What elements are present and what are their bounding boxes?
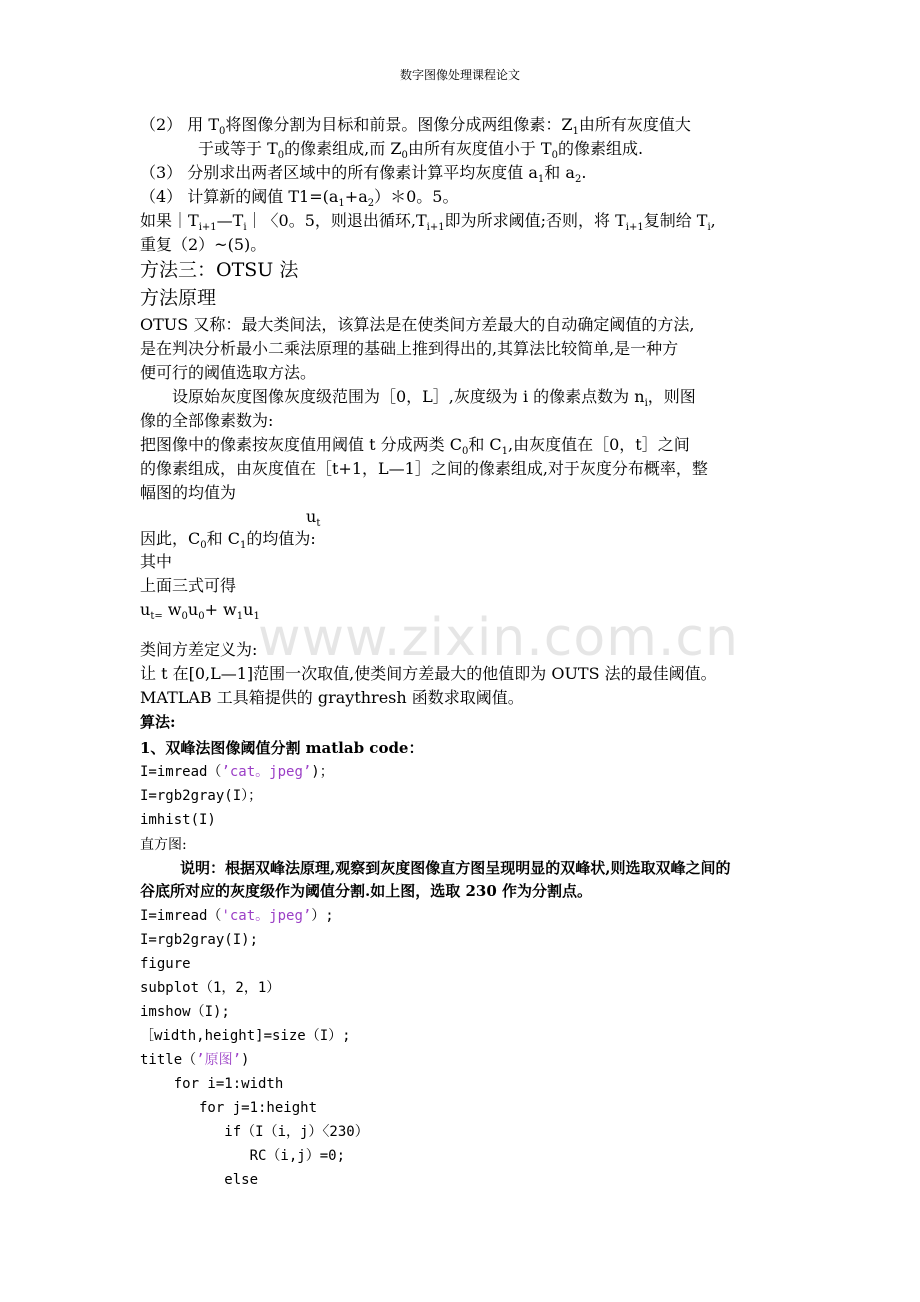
text: u	[140, 600, 151, 619]
code-string: ’cat。jpeg’	[221, 764, 312, 780]
paragraph-line: 像的全部像素数为:	[140, 411, 274, 430]
paragraph-line: 幅图的均值为	[140, 483, 237, 502]
algo-title: 算法:	[140, 713, 176, 731]
sub: 0	[277, 150, 285, 162]
code-line	[140, 809, 216, 831]
text: 分别求出两者区域中的所有像素计算平均灰度值 a	[187, 163, 538, 182]
paragraph-line: MATLAB 工具箱提供的 graythresh 函数求取阈值。	[140, 688, 524, 707]
note-line: 谷底所对应的灰度级作为阈值分割.如上图，选取 230 作为分割点。	[140, 882, 592, 900]
code-text: imhist(I)	[140, 812, 216, 828]
code-text: if（I（i，j）〈230）	[140, 1124, 369, 1140]
text: 和 C	[206, 529, 240, 548]
code-text: ）;	[311, 908, 334, 924]
sub: 0	[200, 540, 207, 552]
text: 如果｜T	[140, 211, 199, 230]
sub: 0	[198, 611, 205, 623]
paragraph-line: 的像素组成，由灰度值在［t+1，L—1］之间的像素组成,对于灰度分布概率，整	[140, 459, 708, 478]
text: ，则图	[647, 387, 696, 406]
code-line	[140, 1121, 369, 1143]
code-line	[140, 761, 334, 783]
sub: 1	[239, 540, 247, 552]
sub: 0	[181, 611, 188, 623]
sub: 0	[551, 150, 558, 162]
text: +a	[344, 187, 368, 206]
text: ,由灰度值在［0，t］之间	[508, 435, 690, 454]
code-text: title（	[140, 1052, 197, 1068]
sub: i	[644, 398, 648, 410]
code-string: ’原图’	[196, 1052, 242, 1068]
text: 将图像分割为目标和前景。图像分成两组像素：Z	[225, 115, 573, 134]
code-line	[140, 1049, 249, 1071]
code-line	[140, 1073, 283, 1095]
paragraph-line: 上面三式可得	[140, 576, 237, 595]
sub: i+1	[198, 222, 217, 234]
text: 和 a	[544, 163, 575, 182]
text: 把图像中的像素按灰度值用阈值 t 分成两类 C	[140, 435, 462, 454]
section-title: 方法三：OTSU 法	[140, 259, 299, 281]
watermark: www.zixin.com.cn	[258, 608, 739, 668]
sub: i+1	[625, 222, 644, 234]
code-string: 'cat。jpeg’	[221, 908, 312, 924]
sub: 0	[219, 126, 226, 138]
step-2-number: （2）	[140, 115, 183, 134]
text: 由所有灰度值大	[578, 115, 691, 134]
code-text: RC（i,j）=0;	[140, 1148, 346, 1164]
paragraph-line: 让 t 在[0,L—1]范围一次取值,使类间方差最大的他值即为 OUTS 法的最佳阈值。	[140, 664, 717, 683]
code-line	[140, 977, 280, 999]
code-text: ［width,height]=size（I）;	[140, 1028, 351, 1044]
text: ,	[710, 211, 716, 230]
text: 由所有灰度值小于 T	[407, 139, 552, 158]
paragraph-line: OTUS 又称：最大类间法，该算法是在使类间方差最大的自动确定阈值的方法,	[140, 315, 695, 334]
text: 于或等于 T	[198, 139, 278, 158]
sub: i	[243, 222, 247, 234]
section-subtitle: 方法原理	[140, 287, 217, 309]
code-text: for j=1:height	[140, 1100, 318, 1116]
sub: 2	[574, 174, 582, 186]
text: 设原始灰度图像灰度级范围为［0，L］,灰度级为 i 的像素点数为 n	[172, 387, 645, 406]
code-line	[140, 1169, 258, 1191]
paragraph-line: 是在判决分析最小二乘法原理的基础上推到得出的,其算法比较简单,是一种方	[140, 339, 679, 358]
code-text: else	[140, 1172, 259, 1188]
text: 复制给 T	[643, 211, 708, 230]
paragraph-line: 其中	[140, 552, 173, 571]
text: —T	[216, 211, 244, 230]
code-text: I=rgb2gray(I）；	[140, 788, 263, 804]
text: 因此，C	[140, 529, 201, 548]
algo-subtitle: 1、双峰法图像阈值分割 matlab code：	[140, 739, 424, 757]
sub: 0	[401, 150, 408, 162]
code-text: figure	[140, 956, 191, 972]
text: u	[187, 600, 199, 619]
sub: 1	[537, 174, 545, 186]
text: ）＊0。5。	[374, 187, 459, 206]
code-line	[140, 1025, 351, 1047]
histogram-label: 直方图:	[140, 837, 187, 853]
sub: 1	[236, 611, 244, 623]
sub: 2	[367, 198, 375, 210]
text: ｜〈0。5，则退出循环,T	[246, 211, 427, 230]
code-line	[140, 1001, 230, 1023]
sub: 1	[501, 446, 509, 458]
code-line	[140, 953, 191, 975]
text: u	[243, 600, 254, 619]
text: 的像素组成.	[557, 139, 644, 158]
code-text: )	[241, 1052, 250, 1068]
text: u	[306, 507, 317, 526]
sub: i+1	[426, 222, 445, 234]
text: 即为所求阈值;否则，将 T	[444, 211, 626, 230]
step-4-number: （4）	[140, 187, 183, 206]
code-text: I=imread（	[140, 908, 222, 924]
text: 的均值为:	[246, 529, 316, 548]
code-line	[140, 1097, 317, 1119]
paragraph-line: 便可行的阈值选取方法。	[140, 363, 317, 382]
code-line	[140, 905, 334, 927]
text: .	[581, 163, 587, 182]
text: 和 C	[468, 435, 502, 454]
sub: 1	[338, 198, 345, 210]
text: w	[162, 600, 182, 619]
sub: 1	[253, 611, 260, 623]
sub: t	[316, 518, 321, 530]
code-text: I=imread（	[140, 764, 222, 780]
sub: 0	[461, 446, 469, 458]
code-line	[140, 1145, 345, 1167]
code-text: I=rgb2gray(I);	[140, 932, 259, 948]
code-text: imshow（I);	[140, 1004, 230, 1020]
sub: 1	[572, 126, 579, 138]
code-text: for i=1:width	[140, 1076, 284, 1092]
note-line: 说明：根据双峰法原理,观察到灰度图像直方图呈现明显的双峰状,则选取双峰之间的	[180, 859, 731, 877]
text: 的像素组成,而 Z	[284, 139, 402, 158]
code-text: )；	[311, 764, 334, 780]
equation-line	[140, 599, 260, 628]
paragraph-line: 类间方差定义为:	[140, 640, 258, 659]
text: + w	[204, 600, 237, 619]
text: 计算新的阈值 T1=(a	[187, 187, 339, 206]
code-text: subplot（1，2，1）	[140, 980, 281, 996]
sub: t=	[150, 611, 163, 623]
code-line	[140, 929, 258, 951]
step-3-number: （3）	[140, 163, 183, 182]
text: 用 T	[187, 115, 220, 134]
code-line	[140, 785, 262, 807]
sub: i	[707, 222, 711, 234]
page-header: 数字图像处理课程论文	[399, 68, 520, 82]
repeat-line: 重复（2）~(5)。	[140, 235, 267, 254]
